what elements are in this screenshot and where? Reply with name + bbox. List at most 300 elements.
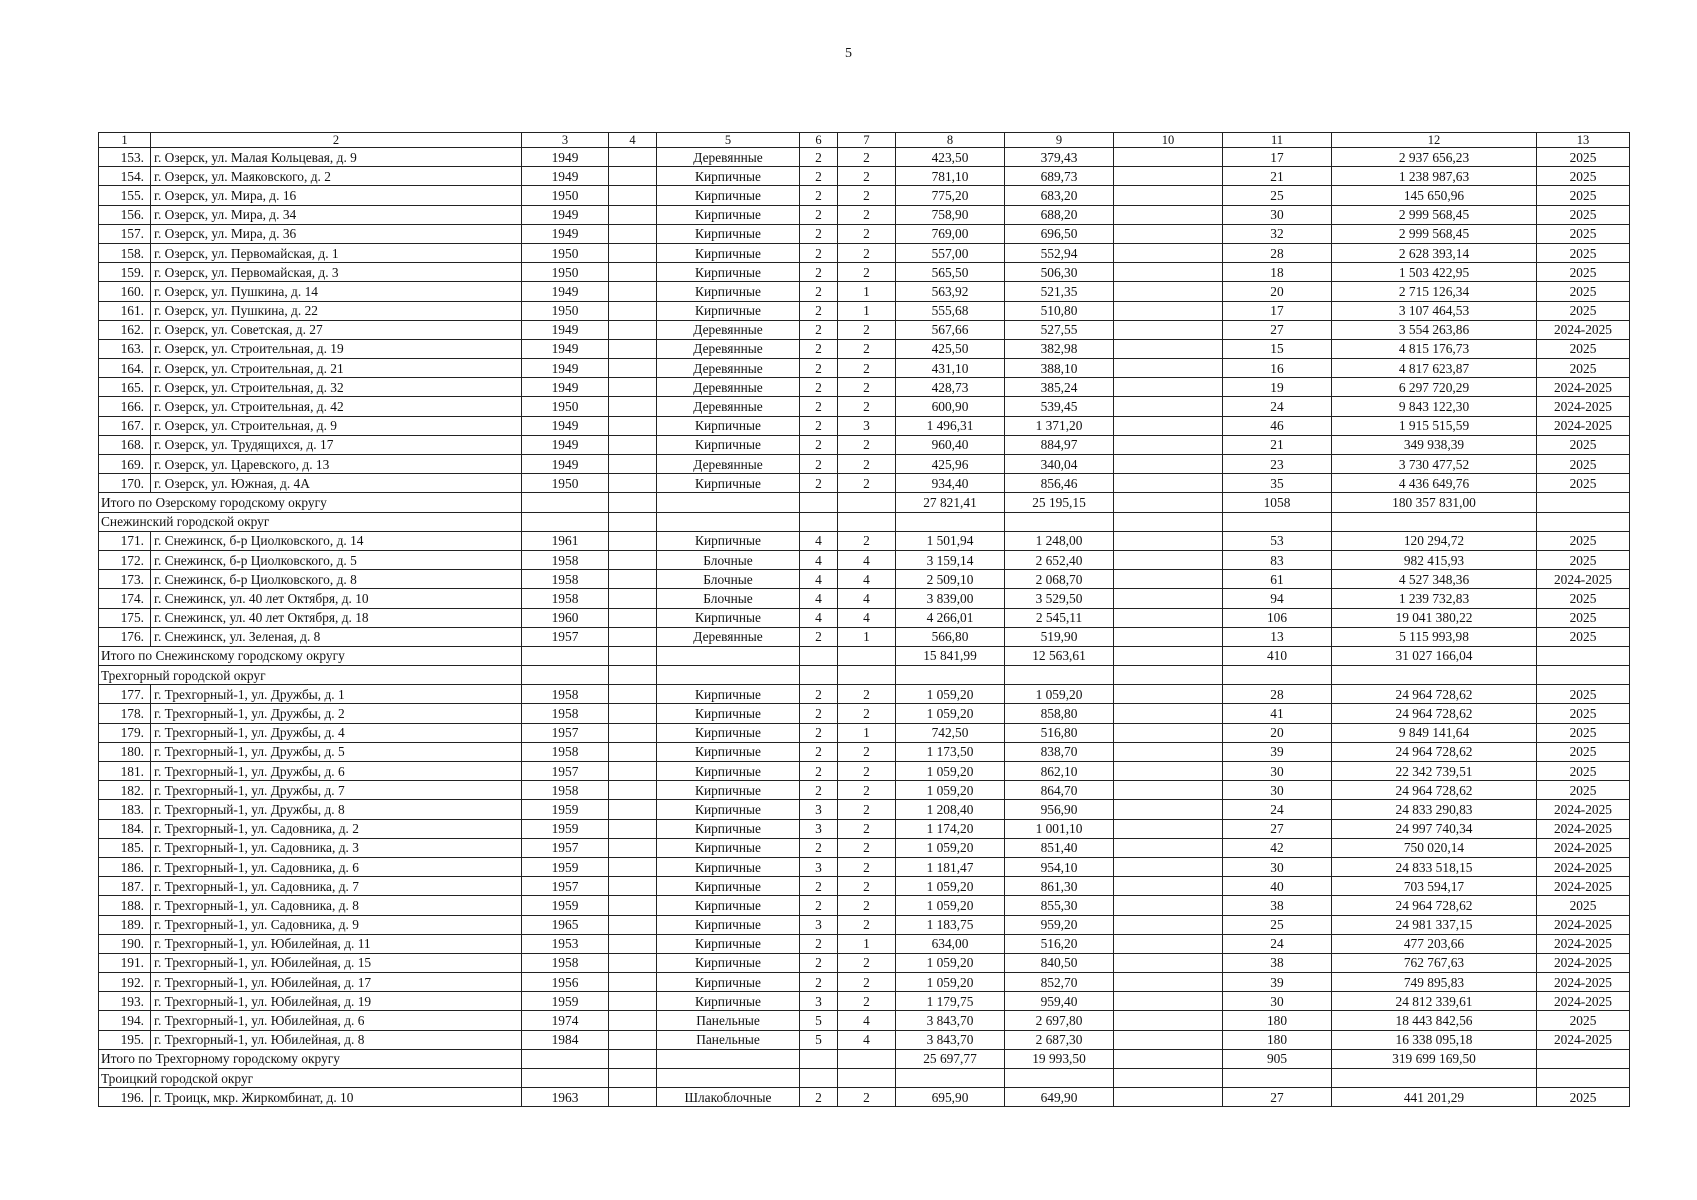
- column-13-cell: 2025: [1537, 205, 1630, 224]
- column-13-cell: 2024-2025: [1537, 378, 1630, 397]
- empty-cell: [1332, 512, 1537, 531]
- column-6-cell: 2: [800, 742, 838, 761]
- column-8-cell: 563,92: [896, 282, 1005, 301]
- column-9-cell: 382,98: [1005, 339, 1114, 358]
- column-10-cell: [1114, 627, 1223, 646]
- year-cell: 1959: [522, 857, 609, 876]
- year-cell: 1958: [522, 742, 609, 761]
- column-12-cell: 750 020,14: [1332, 838, 1537, 857]
- column-7-cell: 2: [838, 148, 896, 167]
- empty-cell: [800, 666, 838, 685]
- column-12-cell: 1 239 732,83: [1332, 589, 1537, 608]
- column-6-cell: 2: [800, 877, 838, 896]
- empty-cell: [1005, 666, 1114, 685]
- column-11-cell: 38: [1223, 896, 1332, 915]
- column-4-cell: [609, 896, 657, 915]
- column-4-cell: [609, 627, 657, 646]
- table-row: [99, 474, 1630, 493]
- wall-material-cell: Кирпичные: [657, 819, 800, 838]
- column-8-cell: 566,80: [896, 627, 1005, 646]
- table-row: [99, 992, 1630, 1011]
- row-number-cell: 195.: [99, 1030, 151, 1049]
- wall-material-cell: Кирпичные: [657, 435, 800, 454]
- total-column-9-cell: 12 563,61: [1005, 646, 1114, 665]
- column-12-cell: 5 115 993,98: [1332, 627, 1537, 646]
- column-11-cell: 24: [1223, 397, 1332, 416]
- column-number-cell: 8: [896, 133, 1005, 148]
- row-number-cell: 183.: [99, 800, 151, 819]
- row-number-cell: 154.: [99, 167, 151, 186]
- column-9-cell: 689,73: [1005, 167, 1114, 186]
- column-6-cell: 2: [800, 934, 838, 953]
- column-12-cell: 18 443 842,56: [1332, 1011, 1537, 1030]
- column-6-cell: 2: [800, 263, 838, 282]
- wall-material-cell: Кирпичные: [657, 224, 800, 243]
- column-12-cell: 1 503 422,95: [1332, 263, 1537, 282]
- column-10-cell: [1114, 915, 1223, 934]
- table-row: [99, 359, 1630, 378]
- row-number-cell: 162.: [99, 320, 151, 339]
- section-row: [99, 666, 1630, 685]
- row-number-cell: 181.: [99, 762, 151, 781]
- column-6-cell: 2: [800, 953, 838, 972]
- year-cell: 1957: [522, 723, 609, 742]
- column-8-cell: 1 496,31: [896, 416, 1005, 435]
- column-13-cell: 2024-2025: [1537, 570, 1630, 589]
- row-number-cell: 163.: [99, 339, 151, 358]
- column-10-cell: [1114, 550, 1223, 569]
- column-13-cell: 2025: [1537, 359, 1630, 378]
- column-8-cell: 555,68: [896, 301, 1005, 320]
- column-9-cell: 1 371,20: [1005, 416, 1114, 435]
- column-4-cell: [609, 570, 657, 589]
- column-number-cell: 9: [1005, 133, 1114, 148]
- column-11-cell: 40: [1223, 877, 1332, 896]
- column-9-cell: 506,30: [1005, 263, 1114, 282]
- row-number-cell: 155.: [99, 186, 151, 205]
- year-cell: 1956: [522, 973, 609, 992]
- column-10-cell: [1114, 685, 1223, 704]
- wall-material-cell: Кирпичные: [657, 800, 800, 819]
- wall-material-cell: Кирпичные: [657, 742, 800, 761]
- column-12-cell: 24 964 728,62: [1332, 685, 1537, 704]
- column-11-cell: 17: [1223, 148, 1332, 167]
- table-row: [99, 704, 1630, 723]
- column-13-cell: 2025: [1537, 896, 1630, 915]
- column-number-cell: 10: [1114, 133, 1223, 148]
- column-12-cell: 2 999 568,45: [1332, 205, 1537, 224]
- column-10-cell: [1114, 359, 1223, 378]
- column-8-cell: 1 059,20: [896, 877, 1005, 896]
- column-12-cell: 2 999 568,45: [1332, 224, 1537, 243]
- empty-cell: [838, 1049, 896, 1068]
- table-row: [99, 167, 1630, 186]
- column-11-cell: 38: [1223, 953, 1332, 972]
- column-7-cell: 2: [838, 992, 896, 1011]
- total-row: [99, 1049, 1630, 1068]
- table-row: [99, 243, 1630, 262]
- empty-cell: [838, 493, 896, 512]
- address-cell: г. Снежинск, ул. 40 лет Октября, д. 18: [151, 608, 522, 627]
- column-12-cell: 3 107 464,53: [1332, 301, 1537, 320]
- empty-cell: [1114, 1069, 1223, 1088]
- column-10-cell: [1114, 243, 1223, 262]
- year-cell: 1958: [522, 589, 609, 608]
- column-8-cell: 1 059,20: [896, 838, 1005, 857]
- column-4-cell: [609, 1011, 657, 1030]
- column-12-cell: 982 415,93: [1332, 550, 1537, 569]
- column-8-cell: 1 059,20: [896, 973, 1005, 992]
- column-11-cell: 30: [1223, 205, 1332, 224]
- column-11-cell: 35: [1223, 474, 1332, 493]
- empty-cell: [609, 666, 657, 685]
- year-cell: 1958: [522, 685, 609, 704]
- column-7-cell: 4: [838, 1011, 896, 1030]
- column-10-cell: [1114, 589, 1223, 608]
- column-9-cell: 851,40: [1005, 838, 1114, 857]
- table-row: [99, 589, 1630, 608]
- column-6-cell: 3: [800, 819, 838, 838]
- empty-cell: [609, 1069, 657, 1088]
- column-11-cell: 61: [1223, 570, 1332, 589]
- wall-material-cell: Кирпичные: [657, 474, 800, 493]
- wall-material-cell: Кирпичные: [657, 838, 800, 857]
- column-9-cell: 2 068,70: [1005, 570, 1114, 589]
- year-cell: 1949: [522, 167, 609, 186]
- total-column-9-cell: 19 993,50: [1005, 1049, 1114, 1068]
- table-row: [99, 973, 1630, 992]
- year-cell: 1949: [522, 359, 609, 378]
- empty-cell: [522, 512, 609, 531]
- empty-cell: [838, 666, 896, 685]
- year-cell: 1958: [522, 704, 609, 723]
- column-12-cell: 441 201,29: [1332, 1088, 1537, 1107]
- wall-material-cell: Кирпичные: [657, 263, 800, 282]
- column-4-cell: [609, 704, 657, 723]
- column-9-cell: 696,50: [1005, 224, 1114, 243]
- column-12-cell: 24 964 728,62: [1332, 704, 1537, 723]
- column-7-cell: 4: [838, 570, 896, 589]
- column-4-cell: [609, 359, 657, 378]
- column-11-cell: 41: [1223, 704, 1332, 723]
- table-row: [99, 263, 1630, 282]
- column-10-cell: [1114, 435, 1223, 454]
- wall-material-cell: Блочные: [657, 570, 800, 589]
- address-cell: г. Трехгорный-1, ул. Садовника, д. 6: [151, 857, 522, 876]
- total-column-8-cell: 15 841,99: [896, 646, 1005, 665]
- column-6-cell: 2: [800, 243, 838, 262]
- column-12-cell: 1 915 515,59: [1332, 416, 1537, 435]
- row-number-cell: 164.: [99, 359, 151, 378]
- row-number-cell: 170.: [99, 474, 151, 493]
- empty-cell: [896, 1069, 1005, 1088]
- column-6-cell: 2: [800, 781, 838, 800]
- table-row: [99, 148, 1630, 167]
- column-4-cell: [609, 781, 657, 800]
- column-4-cell: [609, 953, 657, 972]
- year-cell: 1957: [522, 877, 609, 896]
- column-9-cell: 855,30: [1005, 896, 1114, 915]
- year-cell: 1959: [522, 992, 609, 1011]
- wall-material-cell: Кирпичные: [657, 857, 800, 876]
- row-number-cell: 185.: [99, 838, 151, 857]
- total-column-8-cell: 25 697,77: [896, 1049, 1005, 1068]
- column-6-cell: 2: [800, 320, 838, 339]
- column-9-cell: 840,50: [1005, 953, 1114, 972]
- year-cell: 1950: [522, 186, 609, 205]
- column-6-cell: 2: [800, 359, 838, 378]
- wall-material-cell: Кирпичные: [657, 186, 800, 205]
- column-10-cell: [1114, 1088, 1223, 1107]
- column-9-cell: 519,90: [1005, 627, 1114, 646]
- empty-cell: [1223, 1069, 1332, 1088]
- column-7-cell: 2: [838, 877, 896, 896]
- empty-cell: [1332, 1069, 1537, 1088]
- column-11-cell: 18: [1223, 263, 1332, 282]
- column-10-cell: [1114, 973, 1223, 992]
- row-number-cell: 178.: [99, 704, 151, 723]
- total-column-8-cell: 27 821,41: [896, 493, 1005, 512]
- column-6-cell: 2: [800, 282, 838, 301]
- row-number-cell: 171.: [99, 531, 151, 550]
- row-number-cell: 184.: [99, 819, 151, 838]
- column-6-cell: 2: [800, 339, 838, 358]
- wall-material-cell: Кирпичные: [657, 416, 800, 435]
- column-9-cell: 688,20: [1005, 205, 1114, 224]
- column-10-cell: [1114, 224, 1223, 243]
- address-cell: г. Трехгорный-1, ул. Юбилейная, д. 8: [151, 1030, 522, 1049]
- column-4-cell: [609, 589, 657, 608]
- column-10-cell: [1114, 1011, 1223, 1030]
- column-11-cell: 19: [1223, 378, 1332, 397]
- table-row: [99, 762, 1630, 781]
- column-13-cell: 2025: [1537, 301, 1630, 320]
- empty-cell: [1223, 666, 1332, 685]
- column-8-cell: 431,10: [896, 359, 1005, 378]
- column-10-cell: [1114, 857, 1223, 876]
- column-11-cell: 30: [1223, 781, 1332, 800]
- column-9-cell: 1 059,20: [1005, 685, 1114, 704]
- year-cell: 1958: [522, 550, 609, 569]
- wall-material-cell: Деревянные: [657, 397, 800, 416]
- column-13-cell: 2025: [1537, 282, 1630, 301]
- address-cell: г. Озерск, ул. Строительная, д. 21: [151, 359, 522, 378]
- column-6-cell: 3: [800, 857, 838, 876]
- column-12-cell: 24 964 728,62: [1332, 781, 1537, 800]
- column-10-cell: [1114, 781, 1223, 800]
- column-13-cell: 2024-2025: [1537, 1030, 1630, 1049]
- column-8-cell: 4 266,01: [896, 608, 1005, 627]
- empty-cell: [1537, 493, 1630, 512]
- column-8-cell: 1 179,75: [896, 992, 1005, 1011]
- wall-material-cell: Кирпичные: [657, 301, 800, 320]
- address-cell: г. Трехгорный-1, ул. Садовника, д. 3: [151, 838, 522, 857]
- empty-cell: [1537, 1069, 1630, 1088]
- column-4-cell: [609, 992, 657, 1011]
- column-10-cell: [1114, 455, 1223, 474]
- year-cell: 1974: [522, 1011, 609, 1030]
- column-11-cell: 46: [1223, 416, 1332, 435]
- empty-cell: [800, 1069, 838, 1088]
- column-10-cell: [1114, 320, 1223, 339]
- wall-material-cell: Кирпичные: [657, 685, 800, 704]
- column-6-cell: 4: [800, 608, 838, 627]
- column-8-cell: 428,73: [896, 378, 1005, 397]
- empty-cell: [522, 666, 609, 685]
- year-cell: 1949: [522, 416, 609, 435]
- row-number-cell: 186.: [99, 857, 151, 876]
- column-11-cell: 27: [1223, 1088, 1332, 1107]
- column-7-cell: 2: [838, 474, 896, 493]
- column-4-cell: [609, 186, 657, 205]
- wall-material-cell: Деревянные: [657, 339, 800, 358]
- address-cell: г. Озерск, ул. Пушкина, д. 14: [151, 282, 522, 301]
- address-cell: г. Озерск, ул. Мира, д. 16: [151, 186, 522, 205]
- row-number-cell: 156.: [99, 205, 151, 224]
- column-13-cell: 2025: [1537, 781, 1630, 800]
- column-12-cell: 24 981 337,15: [1332, 915, 1537, 934]
- address-cell: г. Трехгорный-1, ул. Дружбы, д. 1: [151, 685, 522, 704]
- address-cell: г. Трехгорный-1, ул. Юбилейная, д. 15: [151, 953, 522, 972]
- column-11-cell: 30: [1223, 857, 1332, 876]
- column-7-cell: 2: [838, 339, 896, 358]
- column-7-cell: 2: [838, 205, 896, 224]
- column-7-cell: 2: [838, 167, 896, 186]
- column-9-cell: 3 529,50: [1005, 589, 1114, 608]
- empty-cell: [1332, 666, 1537, 685]
- column-7-cell: 2: [838, 224, 896, 243]
- column-11-cell: 39: [1223, 742, 1332, 761]
- column-12-cell: 4 815 176,73: [1332, 339, 1537, 358]
- column-7-cell: 1: [838, 301, 896, 320]
- column-4-cell: [609, 915, 657, 934]
- year-cell: 1949: [522, 205, 609, 224]
- address-cell: г. Озерск, ул. Строительная, д. 19: [151, 339, 522, 358]
- column-11-cell: 25: [1223, 186, 1332, 205]
- column-4-cell: [609, 205, 657, 224]
- column-7-cell: 2: [838, 435, 896, 454]
- total-column-11-cell: 905: [1223, 1049, 1332, 1068]
- column-number-cell: 2: [151, 133, 522, 148]
- column-7-cell: 1: [838, 723, 896, 742]
- wall-material-cell: Кирпичные: [657, 282, 800, 301]
- column-12-cell: 16 338 095,18: [1332, 1030, 1537, 1049]
- total-row: [99, 493, 1630, 512]
- wall-material-cell: Панельные: [657, 1030, 800, 1049]
- column-4-cell: [609, 148, 657, 167]
- column-9-cell: 516,20: [1005, 934, 1114, 953]
- column-7-cell: 4: [838, 1030, 896, 1049]
- column-13-cell: 2024-2025: [1537, 992, 1630, 1011]
- empty-cell: [609, 1049, 657, 1068]
- column-6-cell: 3: [800, 800, 838, 819]
- column-13-cell: 2025: [1537, 455, 1630, 474]
- column-9-cell: 552,94: [1005, 243, 1114, 262]
- column-6-cell: 4: [800, 570, 838, 589]
- column-4-cell: [609, 1088, 657, 1107]
- column-8-cell: 775,20: [896, 186, 1005, 205]
- table-row: [99, 397, 1630, 416]
- column-6-cell: 2: [800, 167, 838, 186]
- column-11-cell: 27: [1223, 320, 1332, 339]
- column-13-cell: 2024-2025: [1537, 953, 1630, 972]
- address-cell: г. Озерск, ул. Царевского, д. 13: [151, 455, 522, 474]
- column-6-cell: 2: [800, 148, 838, 167]
- wall-material-cell: Деревянные: [657, 627, 800, 646]
- column-11-cell: 27: [1223, 819, 1332, 838]
- empty-cell: [1114, 1049, 1223, 1068]
- address-cell: г. Трехгорный-1, ул. Дружбы, д. 4: [151, 723, 522, 742]
- column-7-cell: 2: [838, 742, 896, 761]
- column-10-cell: [1114, 704, 1223, 723]
- column-8-cell: 3 839,00: [896, 589, 1005, 608]
- column-13-cell: 2024-2025: [1537, 934, 1630, 953]
- column-10-cell: [1114, 838, 1223, 857]
- table-row: [99, 301, 1630, 320]
- table-row: [99, 1011, 1630, 1030]
- column-6-cell: 4: [800, 550, 838, 569]
- row-number-cell: 167.: [99, 416, 151, 435]
- column-7-cell: 2: [838, 263, 896, 282]
- column-12-cell: 4 817 623,87: [1332, 359, 1537, 378]
- column-11-cell: 42: [1223, 838, 1332, 857]
- column-4-cell: [609, 934, 657, 953]
- column-4-cell: [609, 1030, 657, 1049]
- column-11-cell: 21: [1223, 167, 1332, 186]
- address-cell: г. Снежинск, б-р Циолковского, д. 14: [151, 531, 522, 550]
- column-8-cell: 934,40: [896, 474, 1005, 493]
- column-9-cell: 2 697,80: [1005, 1011, 1114, 1030]
- column-7-cell: 2: [838, 819, 896, 838]
- column-13-cell: 2025: [1537, 224, 1630, 243]
- column-8-cell: 1 059,20: [896, 762, 1005, 781]
- column-6-cell: 4: [800, 531, 838, 550]
- table-row: [99, 570, 1630, 589]
- section-row: [99, 512, 1630, 531]
- column-7-cell: 2: [838, 455, 896, 474]
- wall-material-cell: Кирпичные: [657, 915, 800, 934]
- row-number-cell: 173.: [99, 570, 151, 589]
- table-row: [99, 953, 1630, 972]
- column-8-cell: 2 509,10: [896, 570, 1005, 589]
- row-number-cell: 169.: [99, 455, 151, 474]
- column-13-cell: 2024-2025: [1537, 877, 1630, 896]
- empty-cell: [896, 512, 1005, 531]
- column-8-cell: 695,90: [896, 1088, 1005, 1107]
- column-12-cell: 24 964 728,62: [1332, 896, 1537, 915]
- wall-material-cell: Кирпичные: [657, 877, 800, 896]
- column-13-cell: 2025: [1537, 263, 1630, 282]
- column-10-cell: [1114, 934, 1223, 953]
- address-cell: г. Озерск, ул. Мира, д. 34: [151, 205, 522, 224]
- column-7-cell: 2: [838, 704, 896, 723]
- address-cell: г. Троицк, мкр. Жиркомбинат, д. 10: [151, 1088, 522, 1107]
- column-6-cell: 2: [800, 455, 838, 474]
- year-cell: 1949: [522, 435, 609, 454]
- table-row: [99, 934, 1630, 953]
- empty-cell: [657, 646, 800, 665]
- column-4-cell: [609, 973, 657, 992]
- empty-cell: [657, 666, 800, 685]
- column-13-cell: 2025: [1537, 435, 1630, 454]
- section-label-cell: Трехгорный городской округ: [99, 666, 522, 685]
- column-11-cell: 32: [1223, 224, 1332, 243]
- column-12-cell: 1 238 987,63: [1332, 167, 1537, 186]
- column-7-cell: 2: [838, 896, 896, 915]
- column-10-cell: [1114, 263, 1223, 282]
- empty-cell: [657, 512, 800, 531]
- row-number-cell: 174.: [99, 589, 151, 608]
